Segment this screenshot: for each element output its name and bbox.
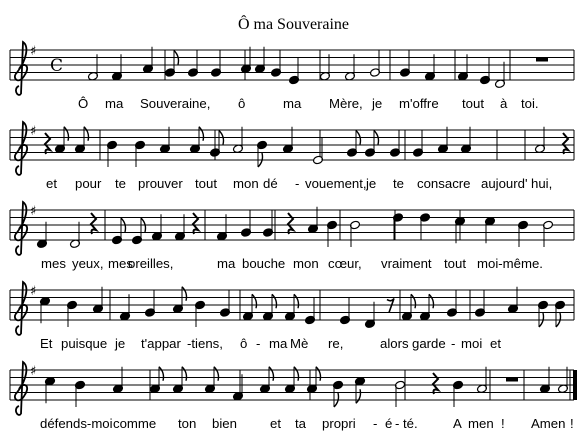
lyric-syllable: Ô <box>78 96 89 111</box>
key-sharp-icon: ♯ <box>30 364 37 379</box>
quarter-note <box>413 131 424 158</box>
quarter-note <box>393 213 404 240</box>
lyric-syllable: Souveraine, <box>140 96 211 111</box>
lyric-syllable: te <box>393 176 404 191</box>
staff-system-3 <box>0 198 587 280</box>
lyric-syllable: tout <box>195 176 217 191</box>
eighth-note <box>132 218 146 245</box>
lyric-syllable: Mè <box>290 336 309 351</box>
eighth-note <box>173 367 187 394</box>
quarter-rest <box>563 133 568 154</box>
eighth-note <box>190 127 204 154</box>
lyric-syllable: Mère, <box>329 96 363 111</box>
quarter-rest <box>193 213 198 234</box>
lyric-syllable: et <box>490 336 501 351</box>
lyric-syllable: puisque <box>61 336 108 351</box>
quarter-note <box>453 380 464 407</box>
quarter-rest <box>433 373 438 394</box>
eighth-note <box>75 127 89 154</box>
quarter-note <box>233 374 244 401</box>
lyric-syllable: bien <box>212 416 237 431</box>
quarter-note <box>217 214 228 241</box>
quarter-note <box>40 296 51 323</box>
lyric-syllable: mes <box>41 256 66 271</box>
eighth-note <box>112 218 126 245</box>
half-note <box>313 138 324 165</box>
quarter-rest <box>91 213 96 234</box>
lyric-syllable: défends-moi <box>40 416 113 431</box>
lyric-syllable: et <box>270 416 281 431</box>
eighth-note <box>347 131 361 158</box>
quarter-rest <box>288 213 293 234</box>
half-note <box>233 127 244 154</box>
lyric-syllable: - <box>373 416 378 431</box>
quarter-note <box>390 131 401 158</box>
quarter-note <box>241 211 252 238</box>
lyric-syllable: ô <box>240 336 248 351</box>
staff-system-5 <box>0 358 587 440</box>
lyric-syllable: moi <box>461 336 483 351</box>
lyric-syllable: à <box>500 96 508 111</box>
lyric-syllable: é <box>385 416 393 431</box>
key-sharp-icon: ♯ <box>30 124 37 139</box>
lyric-syllable: propri <box>322 416 356 431</box>
lyric-syllable: bouche <box>242 256 286 271</box>
quarter-note <box>255 47 266 74</box>
half-note <box>370 51 381 78</box>
song-title: Ô ma Souveraine <box>237 16 350 33</box>
lyric-syllable: Amen <box>531 416 566 431</box>
quarter-note <box>175 214 186 241</box>
quarter-note <box>75 380 86 407</box>
eighth-note <box>205 367 219 394</box>
lyric-syllable: je <box>366 176 377 191</box>
lyric-syllable: ta <box>295 416 306 431</box>
eighth-note <box>355 376 366 403</box>
eighth-note <box>333 380 344 407</box>
lyric-syllable: ma <box>105 96 124 111</box>
quarter-note <box>540 367 551 394</box>
half-note <box>320 54 331 81</box>
lyric-syllable: garde <box>412 336 446 351</box>
quarter-rest <box>45 133 50 154</box>
lyric-syllable: tout <box>444 256 466 271</box>
quarter-note <box>458 54 469 81</box>
quarter-note <box>143 47 154 74</box>
lyric-syllable: -tiens, <box>187 336 223 351</box>
lyric-syllable: ! <box>501 416 505 431</box>
eighth-note <box>243 294 257 321</box>
eighth-note <box>260 367 274 394</box>
lyric-syllable: vouement, <box>305 176 367 191</box>
quarter-note <box>271 51 282 78</box>
quarter-note <box>45 376 56 403</box>
lyric-syllable: ma <box>269 336 288 351</box>
quarter-note <box>425 54 436 81</box>
quarter-note <box>195 300 206 327</box>
eighth-note <box>55 127 69 154</box>
quarter-note <box>107 140 118 167</box>
quarter-note <box>438 127 449 154</box>
eighth-note <box>402 294 416 321</box>
lyric-syllable: je <box>115 336 126 351</box>
lyric-syllable: men <box>468 416 494 431</box>
quarter-note <box>327 220 338 247</box>
lyric-syllable: yeux, <box>72 256 104 271</box>
staff-system-4 <box>0 278 587 360</box>
quarter-note <box>263 211 274 238</box>
lyric-syllable: ma <box>217 256 236 271</box>
quarter-note <box>508 287 519 314</box>
lyric-syllable: mon <box>233 176 259 191</box>
quarter-note <box>447 291 458 318</box>
lyric-syllable: Et <box>40 336 53 351</box>
lyric-syllable: moi-même. <box>477 256 543 271</box>
whole-rest <box>536 58 548 62</box>
quarter-note <box>113 367 124 394</box>
half-note <box>70 222 81 249</box>
eighth-note <box>285 294 299 321</box>
lyric-syllable: te <box>115 176 126 191</box>
quarter-note <box>365 302 376 329</box>
eighth-note <box>420 294 434 321</box>
key-sharp-icon: ♯ <box>30 44 37 59</box>
lyric-syllable: alors <box>380 336 409 351</box>
eighth-note <box>257 140 268 167</box>
eighth-note <box>285 367 299 394</box>
eighth-note <box>263 294 277 321</box>
half-note <box>535 127 546 154</box>
eighth-note <box>165 51 179 78</box>
half-note <box>345 54 356 81</box>
quarter-note <box>283 127 294 154</box>
lyric-syllable: ma <box>283 96 302 111</box>
lyric-syllable: A <box>453 416 462 431</box>
quarter-note <box>400 51 411 78</box>
lyric-syllable: aujourd' <box>481 176 528 191</box>
lyric-syllable: mes <box>108 256 133 271</box>
quarter-note <box>211 51 222 78</box>
quarter-note <box>152 214 163 241</box>
lyric-syllable: - <box>451 336 456 351</box>
quarter-note <box>188 51 199 78</box>
half-note <box>495 62 506 89</box>
lyric-syllable: tout <box>462 96 484 111</box>
quarter-note <box>340 298 351 325</box>
lyric-syllable: ô <box>238 96 246 111</box>
staff-system-2 <box>0 118 587 200</box>
eighth-note <box>555 300 566 327</box>
lyric-syllable: comme <box>113 416 157 431</box>
quarter-note <box>241 47 252 74</box>
lyric-syllable: - <box>295 176 300 191</box>
lyric-syllable: t'appar <box>141 336 181 351</box>
lyric-syllable: ton <box>178 416 197 431</box>
lyric-syllable: té. <box>403 416 418 431</box>
eighth-note <box>307 367 321 394</box>
lyric-syllable: ! <box>570 416 574 431</box>
time-signature: C <box>50 56 64 76</box>
eighth-note <box>365 131 379 158</box>
quarter-note <box>461 127 472 154</box>
lyric-syllable: et <box>46 176 57 191</box>
eighth-note <box>173 287 187 314</box>
half-note <box>558 367 569 394</box>
lyric-syllable: consacre <box>417 176 471 191</box>
lyric-syllable: re, <box>328 336 344 351</box>
quarter-note <box>67 300 78 327</box>
staff-svg <box>0 358 587 418</box>
quarter-note <box>145 291 156 318</box>
lyric-syllable: hui, <box>531 176 553 191</box>
eighth-note <box>210 131 224 158</box>
quarter-note <box>305 298 316 325</box>
key-sharp-icon: ♯ <box>30 204 37 219</box>
quarter-note <box>120 294 131 321</box>
lyric-syllable: vraiment <box>381 256 432 271</box>
eighth-note <box>150 367 164 394</box>
lyric-syllable: cœur, <box>328 256 362 271</box>
lyric-syllable: pour <box>75 176 102 191</box>
quarter-note <box>308 207 319 234</box>
lyric-syllable: mon <box>293 256 319 271</box>
quarter-note <box>289 58 300 85</box>
half-note <box>543 220 554 247</box>
quarter-note <box>420 213 431 240</box>
staff-svg <box>0 38 587 98</box>
quarter-note <box>93 287 104 314</box>
quarter-note <box>480 58 491 85</box>
lyric-syllable: dé <box>263 176 278 191</box>
lyric-syllable: m'offre <box>399 96 439 111</box>
quarter-note <box>518 220 529 247</box>
half-note <box>88 54 99 81</box>
staff-svg <box>0 278 587 338</box>
quarter-note <box>485 216 496 243</box>
half-note <box>395 380 406 407</box>
staff-svg <box>0 198 587 258</box>
quarter-note <box>220 291 231 318</box>
quarter-note <box>112 54 123 81</box>
whole-rest <box>506 378 518 382</box>
quarter-note <box>475 291 486 318</box>
quarter-note <box>37 222 48 249</box>
lyric-syllable: - <box>256 336 261 351</box>
lyric-syllable: - <box>395 416 400 431</box>
eighth-note <box>538 300 549 327</box>
staff-system-1 <box>0 38 587 120</box>
half-note <box>477 367 488 394</box>
staff-svg <box>0 118 587 178</box>
key-sharp-icon: ♯ <box>30 284 37 299</box>
quarter-note <box>160 127 171 154</box>
lyric-syllable: toi. <box>521 96 539 111</box>
lyric-syllable: je <box>372 96 383 111</box>
quarter-note <box>135 140 146 167</box>
lyric-syllable: oreilles, <box>128 256 174 271</box>
lyric-syllable: prouver <box>138 176 183 191</box>
half-note <box>350 220 361 247</box>
